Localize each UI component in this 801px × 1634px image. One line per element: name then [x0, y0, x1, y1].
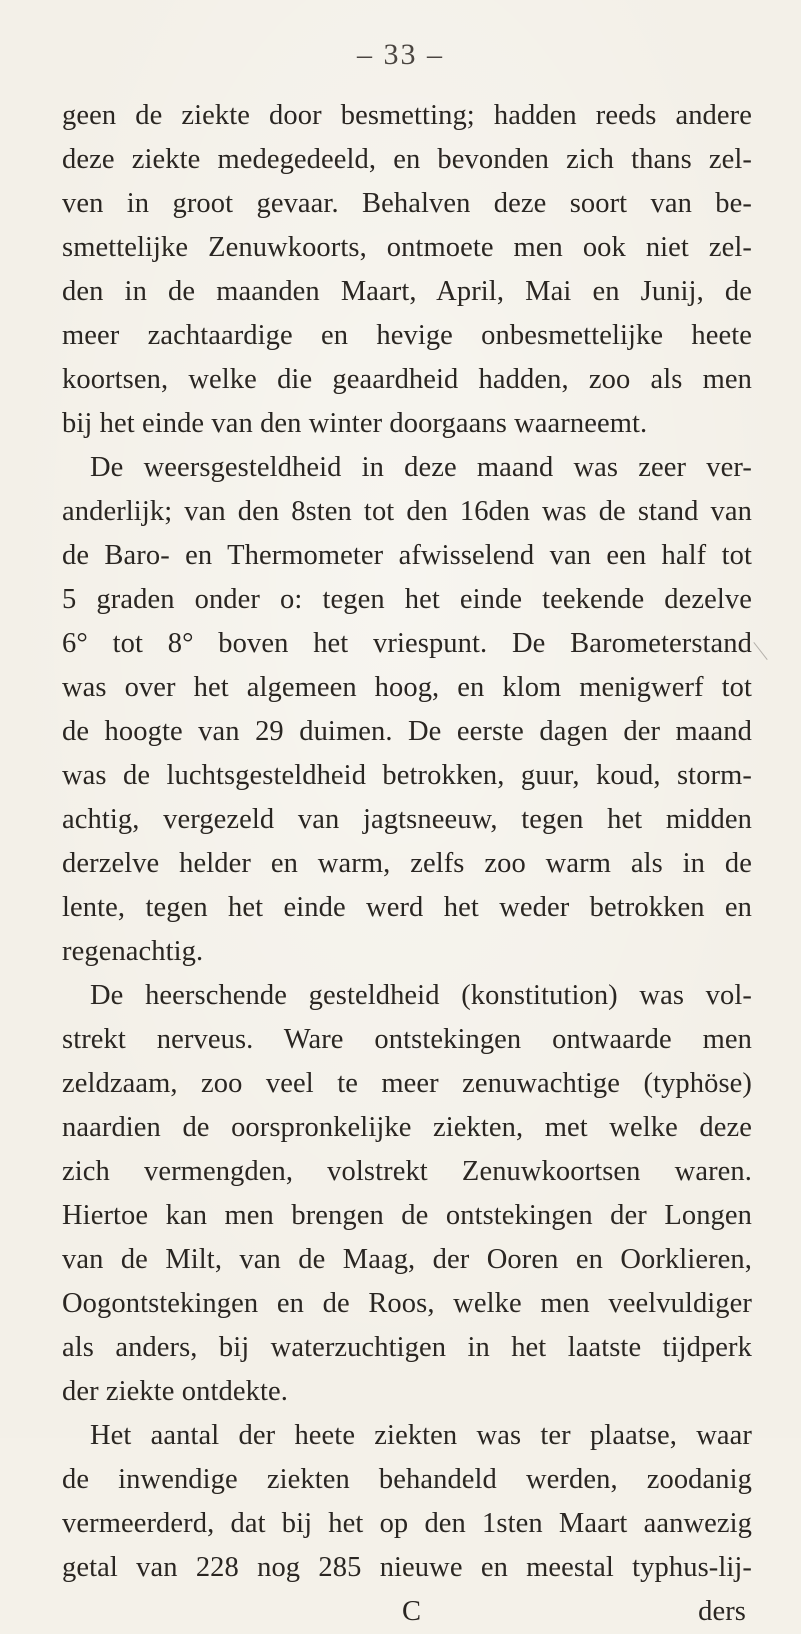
page-number: – 33 –: [357, 38, 444, 71]
paragraph: [62, 446, 752, 974]
text-line: 6° tot 8° boven het vriespunt. De Barometerstand: [62, 628, 752, 659]
text-line: zeldzaam, zoo veel te meer zenuwachtige (typhöse): [62, 1068, 752, 1099]
text-line: De weersgesteldheid in deze maand was zeer ver-: [90, 452, 752, 483]
text-line: anderlijk; van den 8sten tot den 16den was de stand van: [62, 496, 752, 527]
text-line: ven in groot gevaar. Behalven deze soort van be-: [62, 188, 752, 219]
catchword: ders: [698, 1596, 746, 1627]
text-line: strekt nerveus. Ware ontstekingen ontwaarde men: [62, 1024, 752, 1055]
text-line: achtig, vergezeld van jagtsneeuw, tegen het midden: [62, 804, 752, 835]
text-line: als anders, bij waterzuchtigen in het laatste tijdperk: [62, 1332, 752, 1363]
paragraph: [62, 94, 752, 446]
text-line: De heerschende gesteldheid (konstitution) was vol-: [90, 980, 752, 1011]
text-line: geen de ziekte door besmetting; hadden reeds andere: [62, 100, 752, 131]
text-line: getal van 228 nog 285 nieuwe en meestal typhus-lij-: [62, 1552, 752, 1583]
text-line: naardien de oorspronkelijke ziekten, met welke deze: [62, 1112, 752, 1143]
text-line: koortsen, welke die geaardheid hadden, zoo als men: [62, 364, 752, 395]
text-line: smettelijke Zenuwkoorts, ontmoete men ook niet zel-: [62, 232, 752, 263]
text-line: Oogontstekingen en de Roos, welke men veelvuldiger: [62, 1288, 752, 1319]
text-line: den in de maanden Maart, April, Mai en Junij, de: [62, 276, 752, 307]
text-line: bij het einde van den winter doorgaans waarneemt.: [62, 408, 648, 439]
text-line: lente, tegen het einde werd het weder betrokken en: [62, 892, 752, 923]
signature-mark: C: [402, 1596, 422, 1627]
text-line: was over het algemeen hoog, en klom menigwerf tot: [62, 672, 752, 703]
text-line: de hoogte van 29 duimen. De eerste dagen der maand: [62, 716, 752, 747]
paragraph: [62, 1414, 752, 1590]
text-line: de inwendige ziekten behandeld werden, zoodanig: [62, 1464, 752, 1495]
text-line: meer zachtaardige en hevige onbesmettelijke heete: [62, 320, 752, 351]
text-line: zich vermengden, volstrekt Zenuwkoortsen waren.: [62, 1156, 752, 1187]
text-line: 5 graden onder o: tegen het einde teekende dezelve: [62, 584, 752, 615]
page-footer: [62, 1590, 752, 1634]
body-text: [62, 94, 752, 1634]
paper-mark: [753, 642, 767, 660]
text-line: der ziekte ontdekte.: [62, 1376, 288, 1407]
text-line: vermeerderd, dat bij het op den 1sten Maart aanwezig: [62, 1508, 752, 1539]
text-line: deze ziekte medegedeeld, en bevonden zich thans zel-: [62, 144, 752, 175]
text-line: van de Milt, van de Maag, der Ooren en Oorklieren,: [62, 1244, 752, 1275]
paragraph: [62, 974, 752, 1414]
text-line: was de luchtsgesteldheid betrokken, guur, koud, storm-: [62, 760, 752, 791]
text-line: Het aantal der heete ziekten was ter plaatse, waar: [90, 1420, 752, 1451]
text-line: regenachtig.: [62, 936, 204, 967]
text-line: Hiertoe kan men brengen de ontstekingen der Longen: [62, 1200, 752, 1231]
text-line: derzelve helder en warm, zelfs zoo warm als in de: [62, 848, 752, 879]
text-line: de Baro- en Thermometer afwisselend van een half tot: [62, 540, 752, 571]
